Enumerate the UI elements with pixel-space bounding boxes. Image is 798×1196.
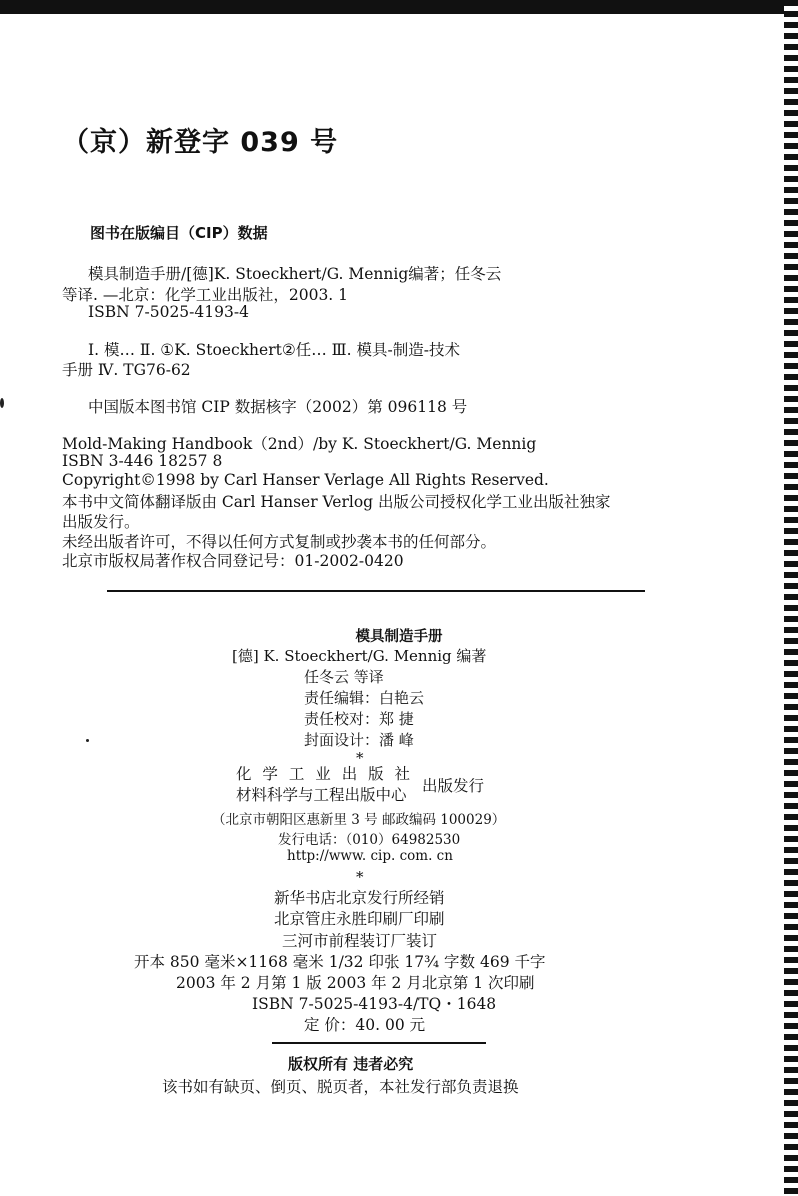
publisher-names (236, 764, 413, 806)
no-copy-notice: 未经出版者许可，不得以任何方式复制或抄袭本书的任何部分。 (62, 533, 497, 551)
contract-registration: 北京市版权局著作权合同登记号：01-2002-0420 (62, 552, 404, 570)
rights-reserved: 版权所有 违者必究 (288, 1055, 414, 1073)
scan-border-top (0, 0, 798, 14)
publisher-block (236, 764, 484, 806)
edition-info: 2003 年 2 月第 1 版 2003 年 2 月北京第 1 次印刷 (176, 974, 535, 992)
book-format: 开本 850 毫米×1168 毫米 1/32 印张 17¾ 字数 469 千字 (134, 953, 546, 971)
cover-design: 封面设计：潘 峰 (304, 731, 414, 749)
distributor: 新华书店北京发行所经销 (274, 889, 445, 907)
original-isbn: ISBN 3-446 18257 8 (62, 452, 223, 470)
scan-speck (0, 398, 4, 408)
original-title: Mold-Making Handbook（2nd）/by K. Stoeckhert/G. Mennig (62, 435, 537, 453)
publisher-phone: 发行电话：（010）64982530 (278, 832, 461, 848)
translators: 任冬云 等译 (304, 668, 384, 686)
cip-heading: 图书在版编目（CIP）数据 (90, 224, 268, 242)
authors: [德] K. Stoeckhert/G. Mennig 编著 (232, 647, 487, 665)
publisher-name-1: 化 学 工 业 出 版 社 (236, 765, 414, 783)
section-divider (107, 590, 645, 592)
copyright-notice: Copyright©1998 by Carl Hanser Verlage All Rights Reserved. (62, 471, 549, 489)
cip-subject-line1: Ⅰ. 模… Ⅱ. ①K. Stoeckhert②任… Ⅲ. 模具-制造-技术 (88, 341, 460, 359)
publisher-website: http://www. cip. com. cn (287, 848, 453, 864)
return-policy: 该书如有缺页、倒页、脱页者，本社发行部负责退换 (162, 1078, 519, 1096)
price: 定 价：40. 00 元 (304, 1016, 426, 1034)
publish-action: 出版发行 (422, 777, 485, 795)
cip-entry-line1: 模具制造手册/[德]K. Stoeckhert/G. Mennig编著；任冬云 (88, 265, 502, 283)
editor: 责任编辑：白艳云 (304, 689, 425, 707)
printer: 北京管庄永胜印刷厂印刷 (274, 910, 445, 928)
scan-speck (86, 739, 89, 742)
license-line2: 出版发行。 (62, 513, 140, 531)
scan-border-right (784, 0, 798, 1196)
book-title: 模具制造手册 (355, 629, 443, 645)
cip-record-number: 中国版本图书馆 CIP 数据核字（2002）第 096118 号 (88, 398, 468, 416)
rights-divider (272, 1042, 486, 1044)
separator-star: * (356, 749, 364, 767)
approval-line: （京）新登字 039 号 (62, 127, 339, 158)
binder: 三河市前程装订厂装订 (282, 932, 438, 950)
license-line1: 本书中文简体翻译版由 Carl Hanser Verlog 出版公司授权化学工业出版社独家 (62, 493, 611, 511)
cip-entry-line3: ISBN 7-5025-4193-4 (88, 303, 249, 321)
isbn: ISBN 7-5025-4193-4/TQ・1648 (252, 995, 497, 1013)
publisher-address: （北京市朝阳区惠新里 3 号 邮政编码 100029） (212, 812, 506, 828)
publisher-name-2: 材料科学与工程出版中心 (236, 786, 407, 804)
proofreader: 责任校对：郑 捷 (304, 710, 414, 728)
cip-entry-line2: 等译. —北京：化学工业出版社，2003. 1 (62, 286, 349, 304)
separator-star: * (356, 868, 364, 886)
cip-subject-line2: 手册 Ⅳ. TG76-62 (62, 361, 191, 379)
